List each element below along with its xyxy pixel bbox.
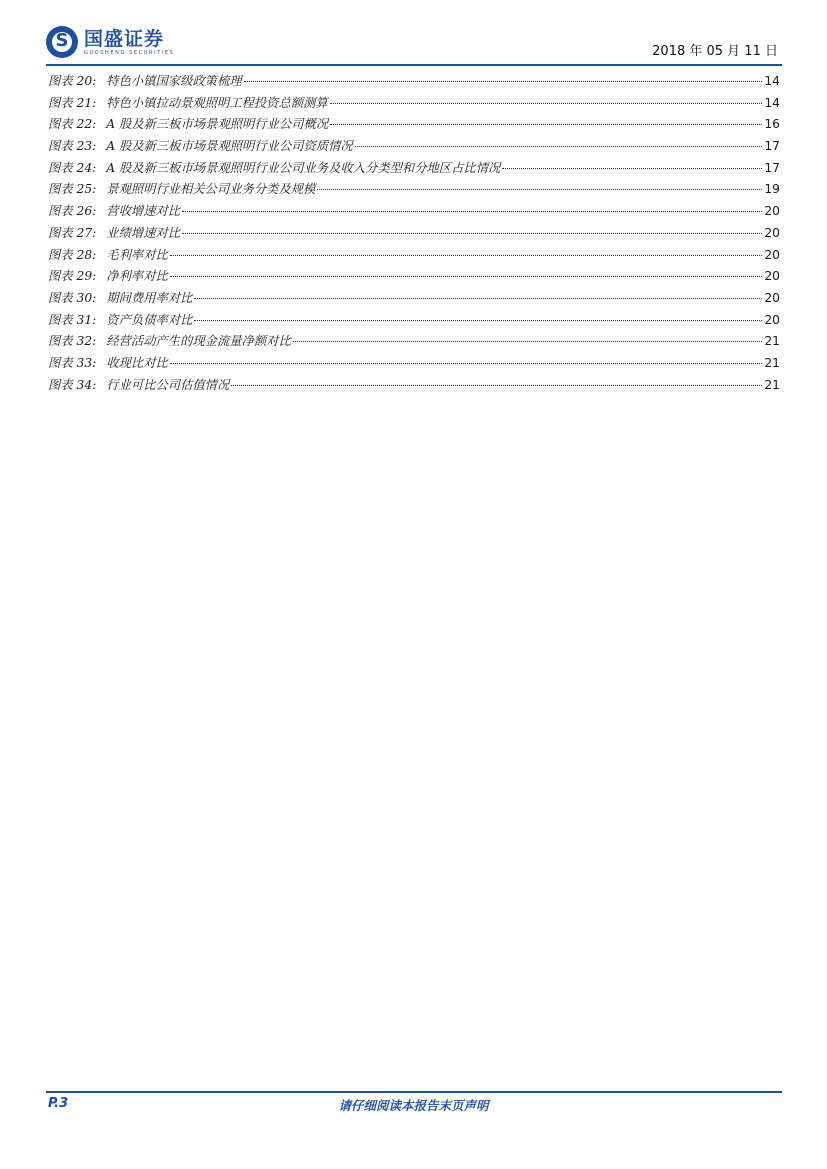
toc-entry[interactable] — [48, 353, 780, 375]
dot-leader — [317, 189, 762, 190]
dot-leader — [355, 146, 763, 147]
toc-entry-page: 14 — [764, 95, 780, 110]
toc-entry-page: 20 — [764, 204, 780, 219]
table-of-figures — [48, 71, 780, 396]
toc-entry-title: 业绩增速对比 — [106, 225, 181, 240]
dot-leader — [330, 103, 763, 104]
toc-entry-page: 19 — [764, 182, 780, 197]
toc-entry[interactable] — [48, 93, 780, 115]
dot-leader — [194, 320, 762, 321]
toc-entry-label: 图表 29: — [48, 269, 97, 284]
dot-leader — [170, 276, 763, 277]
toc-entry[interactable] — [48, 245, 780, 267]
toc-entry[interactable] — [48, 179, 780, 201]
header-divider — [46, 64, 782, 66]
toc-entry-label: 图表 33: — [48, 355, 97, 370]
toc-entry-label: 图表 20: — [48, 74, 97, 88]
toc-entry-label: 图表 22: — [48, 117, 97, 132]
report-date: 2018 年 05 月 11 日 — [652, 44, 778, 59]
toc-entry-title: A 股及新三板市场景观照明行业公司资质情况 — [106, 139, 353, 154]
toc-entry[interactable] — [48, 71, 780, 93]
toc-entry[interactable] — [48, 331, 780, 353]
toc-entry-page: 20 — [764, 247, 780, 262]
brand-logo — [46, 26, 174, 58]
brand-name-en: GUOSHENG SECURITIES — [84, 49, 175, 56]
toc-entry-title: 经营活动产生的现金流量净额对比 — [106, 334, 291, 349]
toc-entry-label: 图表 23: — [48, 139, 97, 154]
toc-entry-page: 17 — [764, 139, 780, 154]
toc-entry-title: 净利率对比 — [106, 269, 168, 284]
toc-entry-page: 20 — [764, 269, 780, 284]
toc-entry-title: 特色小镇国家级政策梳理 — [106, 74, 242, 88]
toc-entry-label: 图表 21: — [48, 95, 97, 110]
toc-entry-page: 21 — [764, 377, 780, 392]
brand-name-cn: 国盛证券 — [84, 27, 165, 50]
toc-entry-title: 期间费用率对比 — [106, 290, 193, 305]
dot-leader — [293, 341, 763, 342]
toc-entry-page: 20 — [764, 225, 780, 240]
toc-entry-page: 20 — [764, 312, 780, 327]
toc-entry-page: 20 — [764, 290, 780, 305]
toc-entry[interactable] — [48, 201, 780, 223]
toc-entry-title: A 股及新三板市场景观照明行业公司业务及收入分类型和分地区占比情况 — [106, 160, 501, 175]
dot-leader — [330, 124, 762, 125]
toc-entry-label: 图表 24: — [48, 160, 97, 175]
toc-entry-title: 收现比对比 — [106, 355, 168, 370]
dot-leader — [170, 255, 763, 256]
toc-entry-title: 营收增速对比 — [106, 204, 181, 219]
toc-entry[interactable] — [48, 158, 780, 180]
disclaimer-note: 请仔细阅读本报告末页声明 — [338, 1098, 489, 1113]
toc-entry-page: 17 — [764, 160, 780, 175]
toc-entry-label: 图表 26: — [48, 204, 97, 219]
toc-entry[interactable] — [48, 114, 780, 136]
toc-entry[interactable] — [48, 310, 780, 332]
dot-leader — [231, 385, 762, 386]
toc-entry-title: 景观照明行业相关公司业务分类及规模 — [106, 182, 316, 197]
page-number: P.3 — [48, 1096, 69, 1111]
toc-entry-label: 图表 32: — [48, 334, 97, 349]
dot-leader — [170, 363, 763, 364]
toc-entry-title: 毛利率对比 — [106, 247, 168, 262]
toc-entry-page: 14 — [764, 74, 780, 88]
dot-leader — [182, 211, 762, 212]
toc-entry-label: 图表 34: — [48, 377, 97, 392]
dot-leader — [194, 298, 762, 299]
logo-mark-icon — [46, 26, 78, 58]
toc-entry[interactable] — [48, 136, 780, 158]
toc-entry-page: 16 — [764, 117, 780, 132]
toc-entry-page: 21 — [764, 355, 780, 370]
dot-leader — [244, 81, 763, 82]
toc-entry-label: 图表 30: — [48, 290, 97, 305]
toc-entry-page: 21 — [764, 334, 780, 349]
toc-entry-title: 特色小镇拉动景观照明工程投资总额测算 — [106, 95, 328, 110]
toc-entry[interactable] — [48, 223, 780, 245]
dot-leader — [502, 168, 762, 169]
toc-entry[interactable] — [48, 288, 780, 310]
toc-entry-label: 图表 28: — [48, 247, 97, 262]
toc-entry-label: 图表 27: — [48, 225, 97, 240]
page-header — [46, 24, 782, 64]
toc-entry-label: 图表 31: — [48, 312, 97, 327]
toc-entry-label: 图表 25: — [48, 182, 97, 197]
dot-leader — [182, 233, 762, 234]
toc-entry[interactable] — [48, 375, 780, 397]
toc-entry[interactable] — [48, 266, 780, 288]
toc-entry-title: 行业可比公司估值情况 — [106, 377, 230, 392]
toc-entry-title: A 股及新三板市场景观照明行业公司概况 — [106, 117, 329, 132]
toc-entry-title: 资产负债率对比 — [106, 312, 193, 327]
footer-divider — [46, 1091, 782, 1093]
